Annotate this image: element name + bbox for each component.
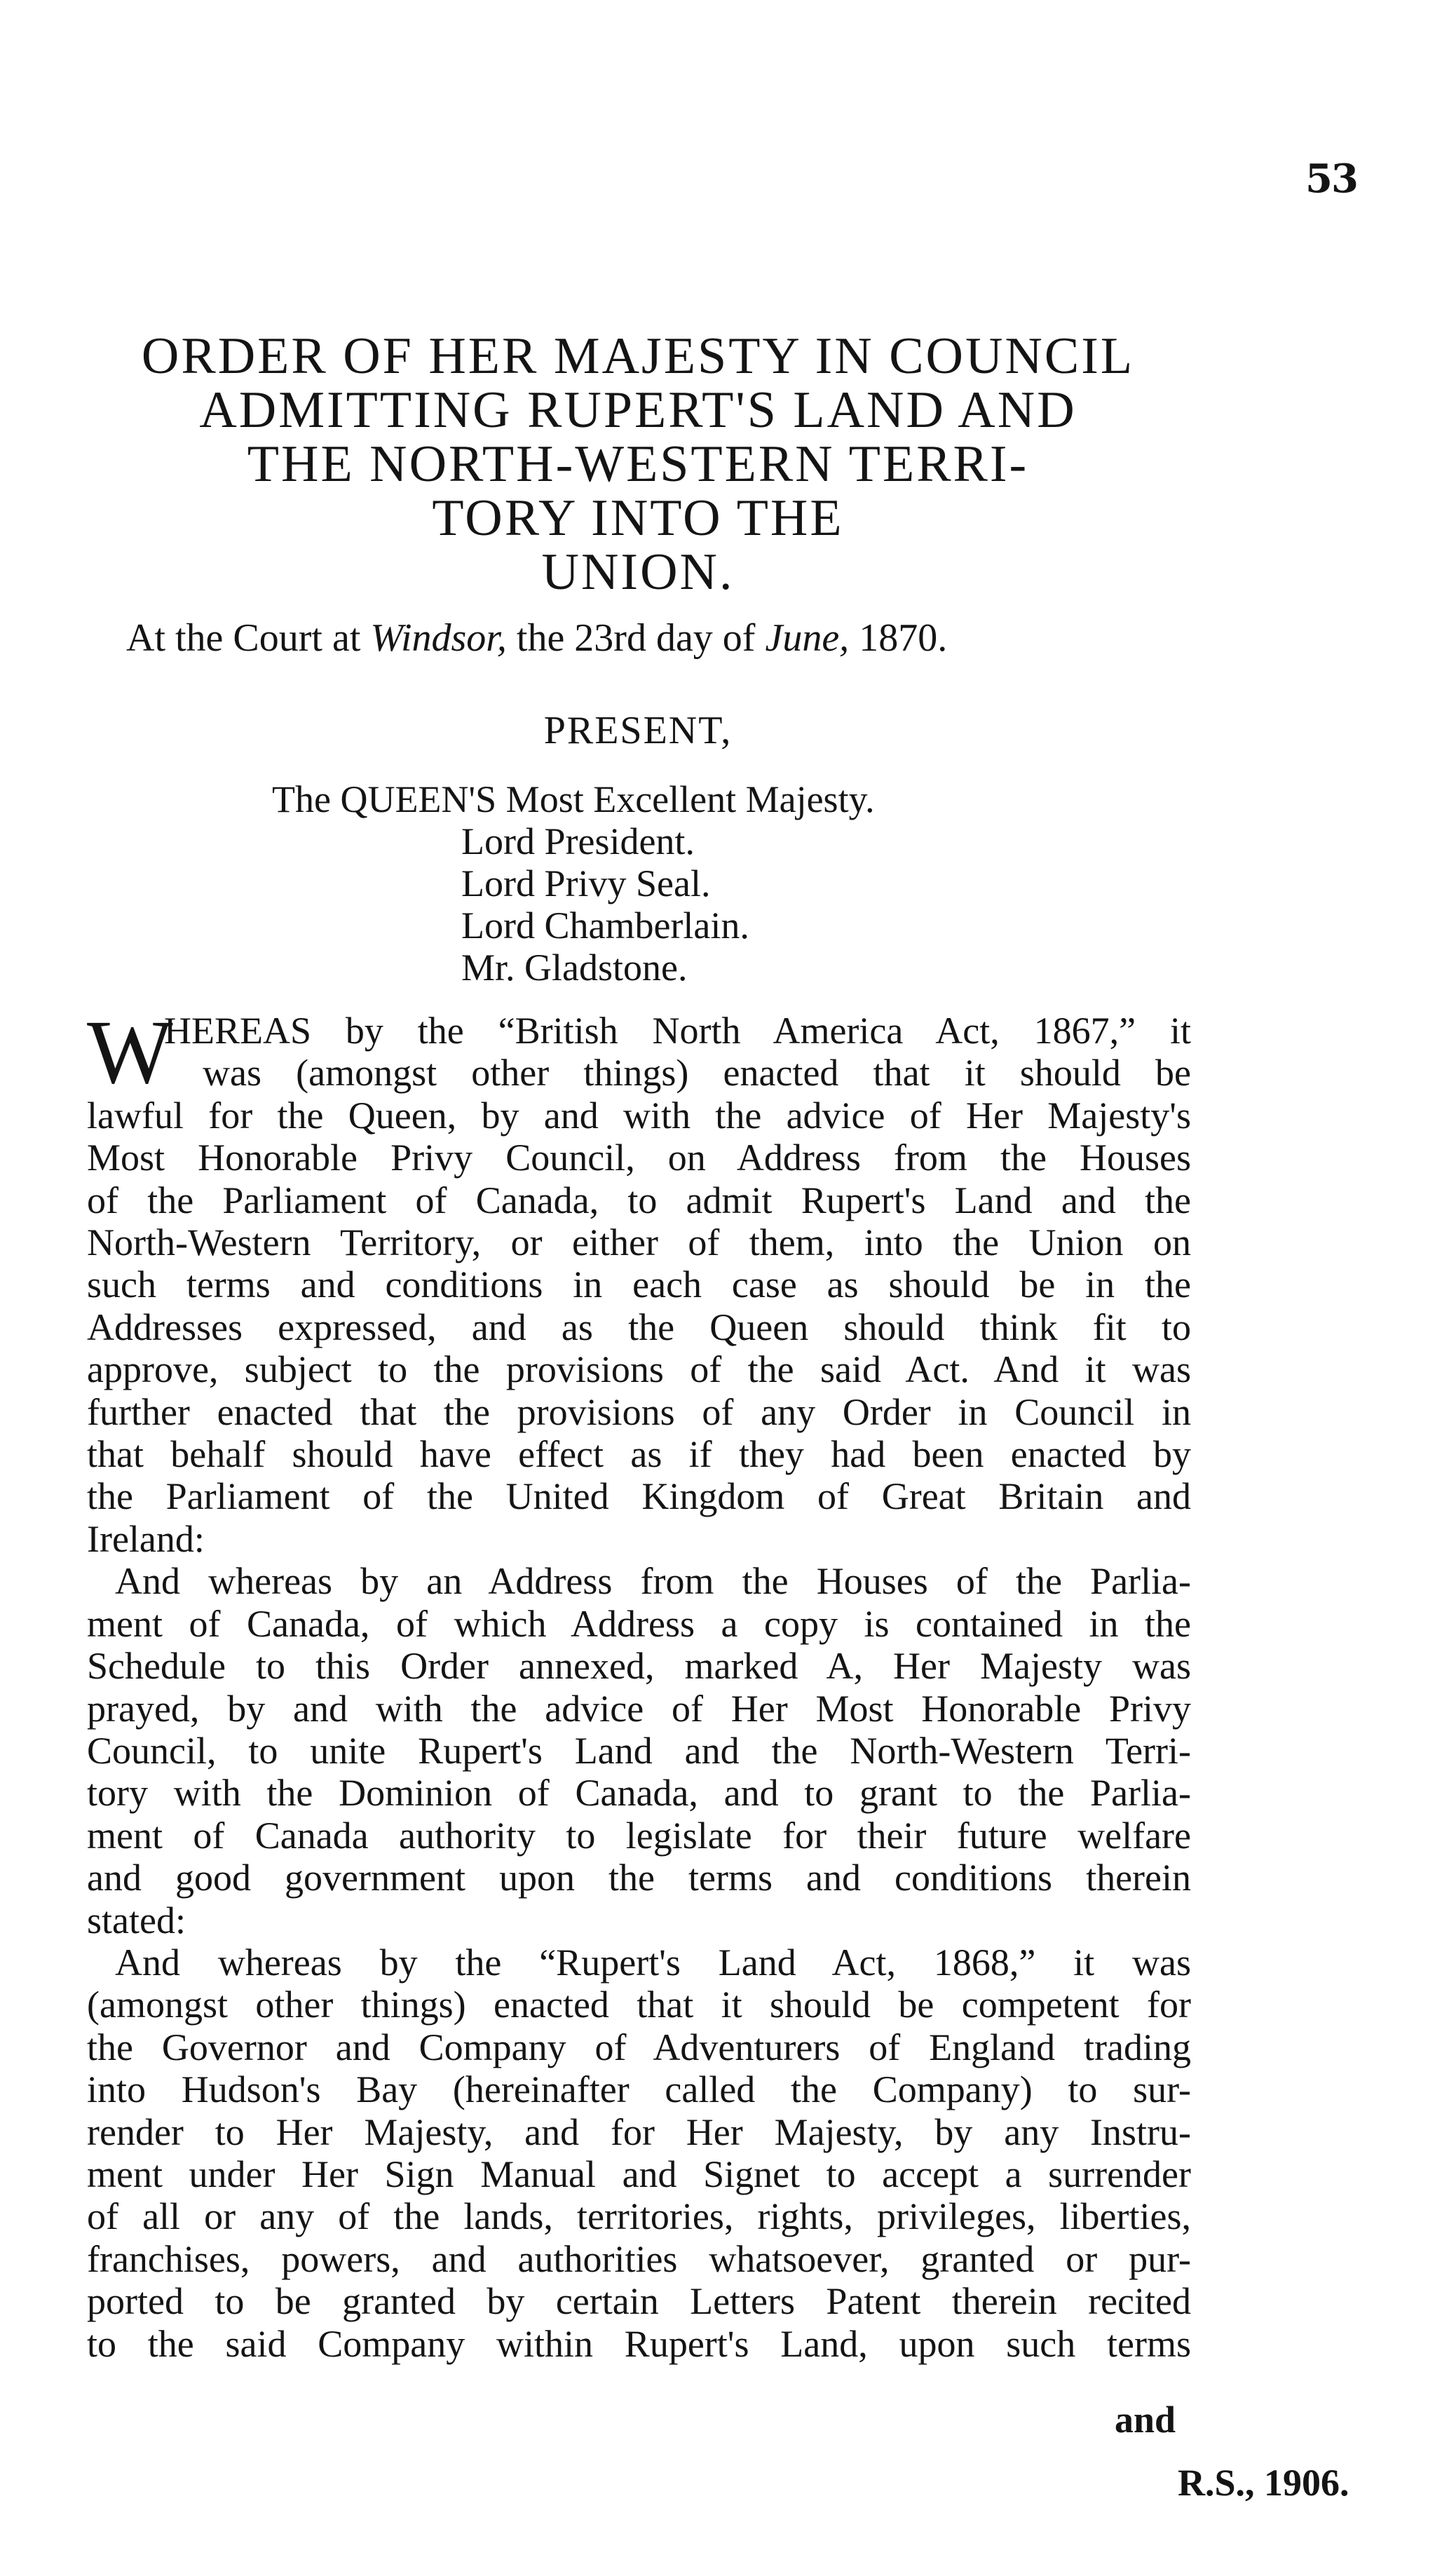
title-line: ADMITTING RUPERT'S LAND AND: [199, 381, 1077, 439]
title-line: UNION.: [541, 543, 735, 601]
text-line: to the said Company within Rupert's Land, upon such terms: [87, 2322, 1191, 2365]
document-title: [91, 327, 1185, 601]
court-prefix: At the Court at: [126, 616, 371, 660]
court-year: 1870.: [849, 616, 948, 660]
court-date-line: [126, 616, 947, 660]
court-middle: the 23rd day of: [506, 616, 766, 660]
text-line: of all or any of the lands, territories, rights, privileges, liberties,: [87, 2195, 1191, 2238]
court-month: June,: [765, 616, 850, 660]
attendee: The QUEEN'S Most Excellent Majesty.: [272, 778, 875, 820]
text-line: render to Her Majesty, and for Her Majesty, by any Instru-: [87, 2110, 1191, 2153]
text-line: And whereas by an Address from the Houses of the Parlia-: [115, 1560, 1191, 1603]
text-line: prayed, by and with the advice of Her Most Honorable Privy: [87, 1687, 1191, 1730]
text-line: ported to be granted by certain Letters Patent therein recited: [87, 2280, 1191, 2323]
attendee: Mr. Gladstone.: [461, 947, 688, 989]
text-line: approve, subject to the provisions of the said Act. And it was: [87, 1348, 1191, 1391]
attendee: Lord Privy Seal.: [461, 862, 711, 904]
attendee: Lord Chamberlain.: [461, 904, 749, 947]
drop-capital: W: [87, 1002, 173, 1103]
text-line: (amongst other things) enacted that it should be competent for: [87, 1984, 1191, 2026]
attendee-list: [272, 778, 875, 989]
text-line: Schedule to this Order annexed, marked A, Her Majesty was: [87, 1645, 1191, 1688]
text-line: of the Parliament of Canada, to admit Rupert's Land and the: [87, 1179, 1191, 1221]
paragraph-whereas-1: [87, 1002, 1191, 1560]
title-line: THE NORTH-WESTERN TERRI-: [247, 435, 1029, 493]
page-number: 53: [1305, 156, 1357, 202]
text-line: further enacted that the provisions of any Order in Council in: [87, 1390, 1191, 1433]
text-line: into Hudson's Bay (hereinafter called the Company) to sur-: [87, 2068, 1191, 2111]
text-line: that behalf should have effect as if they had been enacted by: [87, 1433, 1191, 1476]
body-text: [87, 1002, 1191, 2365]
text-line: such terms and conditions in each case as should be in the: [87, 1263, 1191, 1306]
text-line: the Parliament of the United Kingdom of Great Britain and: [87, 1475, 1191, 1518]
text-line: stated:: [87, 1899, 186, 1941]
text-line: And whereas by the “Rupert's Land Act, 1868,” it was: [115, 1941, 1191, 1984]
text-line: Most Honorable Privy Council, on Address from the Houses: [87, 1137, 1191, 1179]
paragraph-whereas-2: [87, 1560, 1191, 1941]
title-line: TORY INTO THE: [432, 489, 844, 547]
text-line: tory with the Dominion of Canada, and to grant to the Parlia-: [87, 1772, 1191, 1815]
text-line: was (amongst other things) enacted that it should be: [203, 1052, 1191, 1094]
text-line: HEREAS by the “British North America Act, 1867,” it: [164, 1010, 1191, 1052]
text-line: franchises, powers, and authorities whatsoever, granted or pur-: [87, 2237, 1191, 2280]
text-line: the Governor and Company of Adventurers of England trading: [87, 2026, 1191, 2068]
attendee: Lord President.: [461, 820, 695, 862]
text-line: Addresses expressed, and as the Queen should think fit to: [87, 1306, 1191, 1348]
present-heading: PRESENT,: [543, 709, 733, 752]
signature-mark: R.S., 1906.: [1178, 2462, 1349, 2504]
text-line: ment under Her Sign Manual and Signet to accept a surrender: [87, 2153, 1191, 2195]
paragraph-whereas-3: [87, 1941, 1191, 2365]
text-line: ment of Canada authority to legislate for their future welfare: [87, 1814, 1191, 1857]
text-line: Council, to unite Rupert's Land and the North-Western Terri-: [87, 1729, 1191, 1772]
text-line: and good government upon the terms and conditions therein: [87, 1857, 1191, 1899]
title-line: ORDER OF HER MAJESTY IN COUNCIL: [141, 327, 1135, 385]
text-line: North-Western Territory, or either of them, into the Union on: [87, 1221, 1191, 1264]
text-line: Ireland:: [87, 1517, 205, 1560]
text-line: ment of Canada, of which Address a copy is contained in the: [87, 1602, 1191, 1645]
catchword: and: [1115, 2399, 1176, 2441]
text-line: lawful for the Queen, by and with the advice of Her Majesty's: [87, 1094, 1191, 1137]
court-place: Windsor,: [370, 616, 507, 660]
